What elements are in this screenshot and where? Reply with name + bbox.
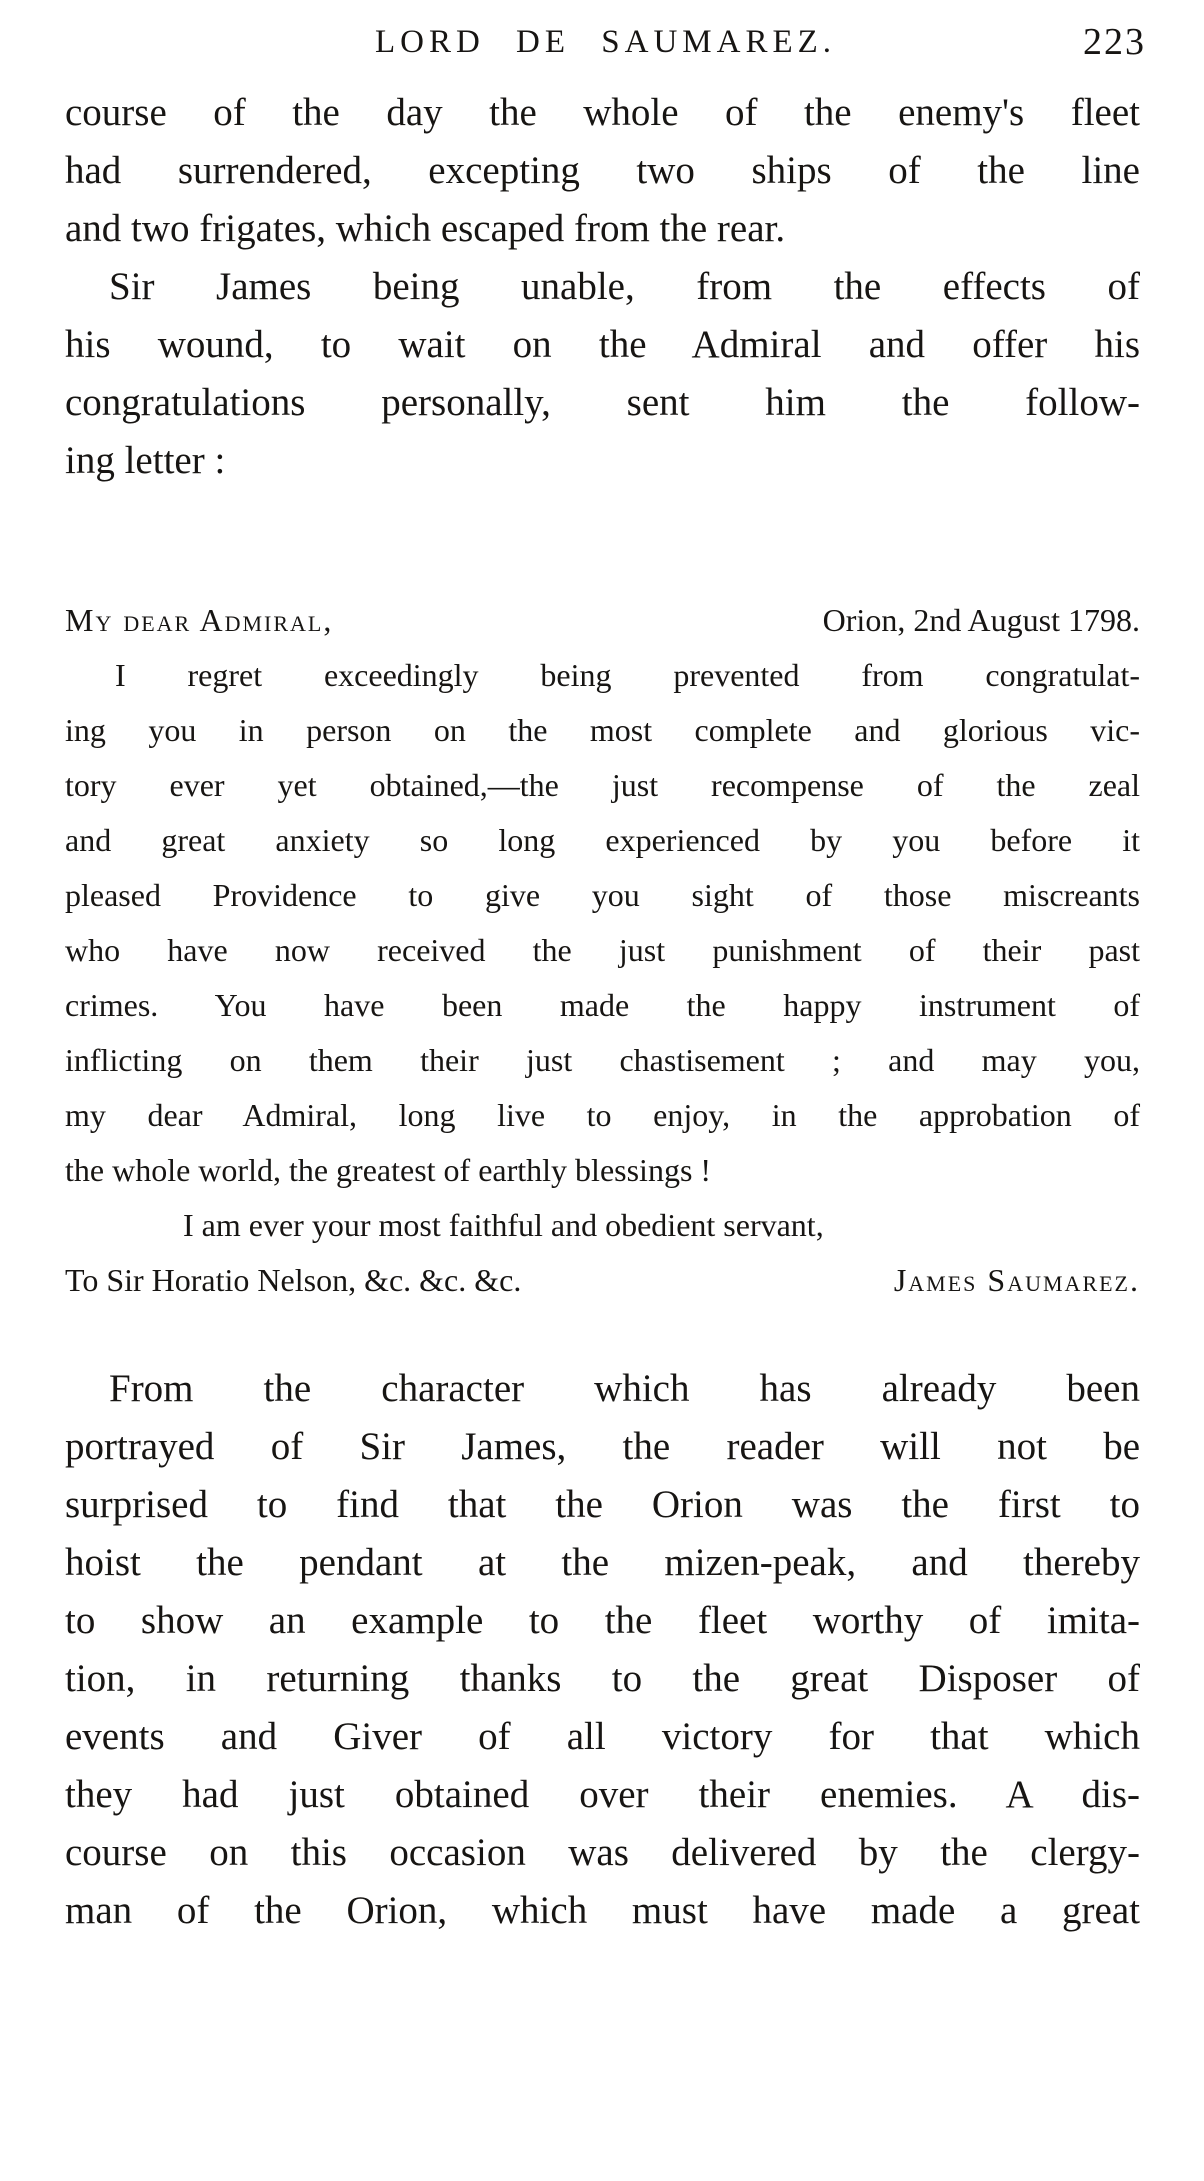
text-line: who have now received the just punishment of their past (65, 932, 1140, 968)
text-line: course on this occasion was delivered by the clergy- (65, 1831, 1140, 1874)
text-line: hoist the pendant at the mizen-peak, and thereby (65, 1541, 1140, 1584)
text-line: congratulations personally, sent him the follow- (65, 381, 1140, 424)
opening-paragraphs (65, 84, 1140, 490)
page-number: 223 (1083, 21, 1146, 63)
text-line: to show an example to the fleet worthy of imita- (65, 1599, 1140, 1642)
text-line: ing letter : (65, 439, 226, 482)
text-line: crimes. You have been made the happy instrument of (65, 987, 1140, 1023)
letter-addressee: To Sir Horatio Nelson, &c. &c. &c. (65, 1262, 522, 1298)
text-line: had surrendered, excepting two ships of the line (65, 149, 1140, 192)
text-line: ing you in person on the most complete and glorious vic- (65, 712, 1140, 748)
text-line: Sir James being unable, from the effects of (109, 265, 1140, 308)
text-line: From the character which has already been (109, 1367, 1140, 1410)
text-line: tory ever yet obtained,—the just recompense of the zeal (65, 767, 1140, 803)
text-line: and great anxiety so long experienced by you before it (65, 822, 1140, 858)
letter-block (65, 593, 1140, 1308)
page-header (65, 21, 1146, 84)
paragraph-from-the-character (65, 1360, 1140, 1940)
text-line: events and Giver of all victory for that which (65, 1715, 1140, 1758)
letter-salutation: My dear Admiral, (65, 602, 334, 638)
letter-dateline: Orion, 2nd August 1798. (822, 602, 1140, 638)
text-line: tion, in returning thanks to the great Disposer of (65, 1657, 1140, 1700)
text-line: and two frigates, which escaped from the rear. (65, 207, 786, 250)
letter-signature: James Saumarez. (893, 1262, 1140, 1298)
text-line: pleased Providence to give you sight of those miscreants (65, 877, 1140, 913)
running-title: LORD DE SAUMAREZ. (374, 24, 837, 60)
letter-body (65, 648, 1140, 1198)
text-line: man of the Orion, which must have made a great (65, 1889, 1140, 1932)
text-line: surprised to find that the Orion was the first to (65, 1483, 1140, 1526)
text-line: course of the day the whole of the enemy's fleet (65, 91, 1140, 134)
letter-signature-row (65, 1253, 1140, 1308)
text-line: my dear Admiral, long live to enjoy, in the approbation of (65, 1097, 1140, 1133)
text-line: I regret exceedingly being prevented from congratulat- (115, 657, 1140, 693)
closing-paragraph (65, 1360, 1140, 1940)
paragraph-continuation (65, 84, 1140, 258)
text-line: the whole world, the greatest of earthly blessings ! (65, 1152, 712, 1188)
text-line: inflicting on them their just chastisement ; and may you, (65, 1042, 1140, 1078)
letter-closing: I am ever your most faithful and obedient servant, (183, 1207, 824, 1243)
text-line: they had just obtained over their enemies. A dis- (65, 1773, 1140, 1816)
letter-heading (65, 593, 1140, 648)
text-line: his wound, to wait on the Admiral and offer his (65, 323, 1140, 366)
paragraph-sir-james (65, 258, 1140, 490)
text-line: portrayed of Sir James, the reader will not be (65, 1425, 1140, 1468)
